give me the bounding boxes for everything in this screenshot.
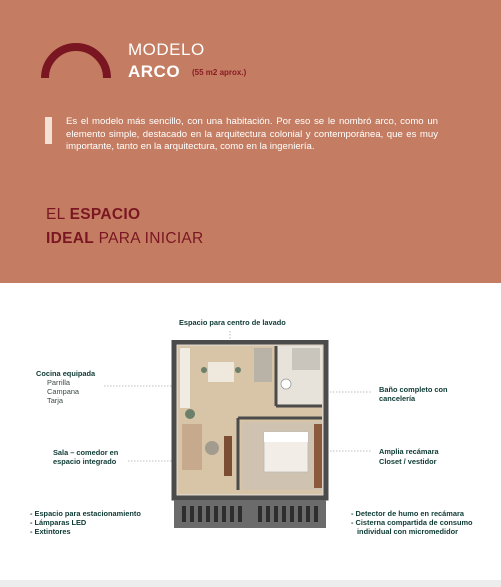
bedroom-label-line-2: Closet / vestidor [379,457,437,466]
headline-para-iniciar: PARA INICIAR [94,230,204,247]
model-description: Es el modelo más sencillo, con una habitación. Por eso se le nombró arco, como un elemento simple, destacado en la arquitectura colonial y contemporánea, que es muy importante, tanto en la arquitectura, como en la ingeniería. [66,116,438,153]
feature-led: - Lámparas LED [30,518,87,527]
headline-el: EL [46,206,70,223]
living-label-line-1: Sala – comedor en [53,448,119,457]
kitchen-item: Tarja [47,396,64,405]
feature-cistern-line-1: - Cisterna compartida de consumo [351,518,473,527]
bedroom-label-line-1: Amplia recámara [379,447,439,456]
feature-cistern-line-2: individual con micromedidor [357,527,459,536]
model-size: (55 m2 aprox.) [192,68,247,77]
kitchen-label: Cocina equipada [36,369,96,378]
kitchen-item: Campana [47,387,80,396]
feature-parking: - Espacio para estacionamiento [30,509,141,518]
floor-plan-illustration [168,340,334,530]
footer-strip [0,580,501,587]
headline-ideal: IDEAL [46,230,94,247]
feature-smoke-detector: - Detector de humo en recámara [351,509,464,518]
bath-label-line-1: Baño completo con [379,385,448,394]
laundry-label: Espacio para centro de lavado [179,318,286,327]
feature-extinguishers: - Extintores [30,527,71,536]
model-label: MODELO [128,40,205,59]
bath-label-line-2: cancelería [379,394,416,403]
living-label-line-2: espacio integrado [53,457,117,466]
headline-espacio: ESPACIO [69,206,141,223]
kitchen-item: Parrilla [47,378,70,387]
model-name: ARCO [128,62,181,81]
